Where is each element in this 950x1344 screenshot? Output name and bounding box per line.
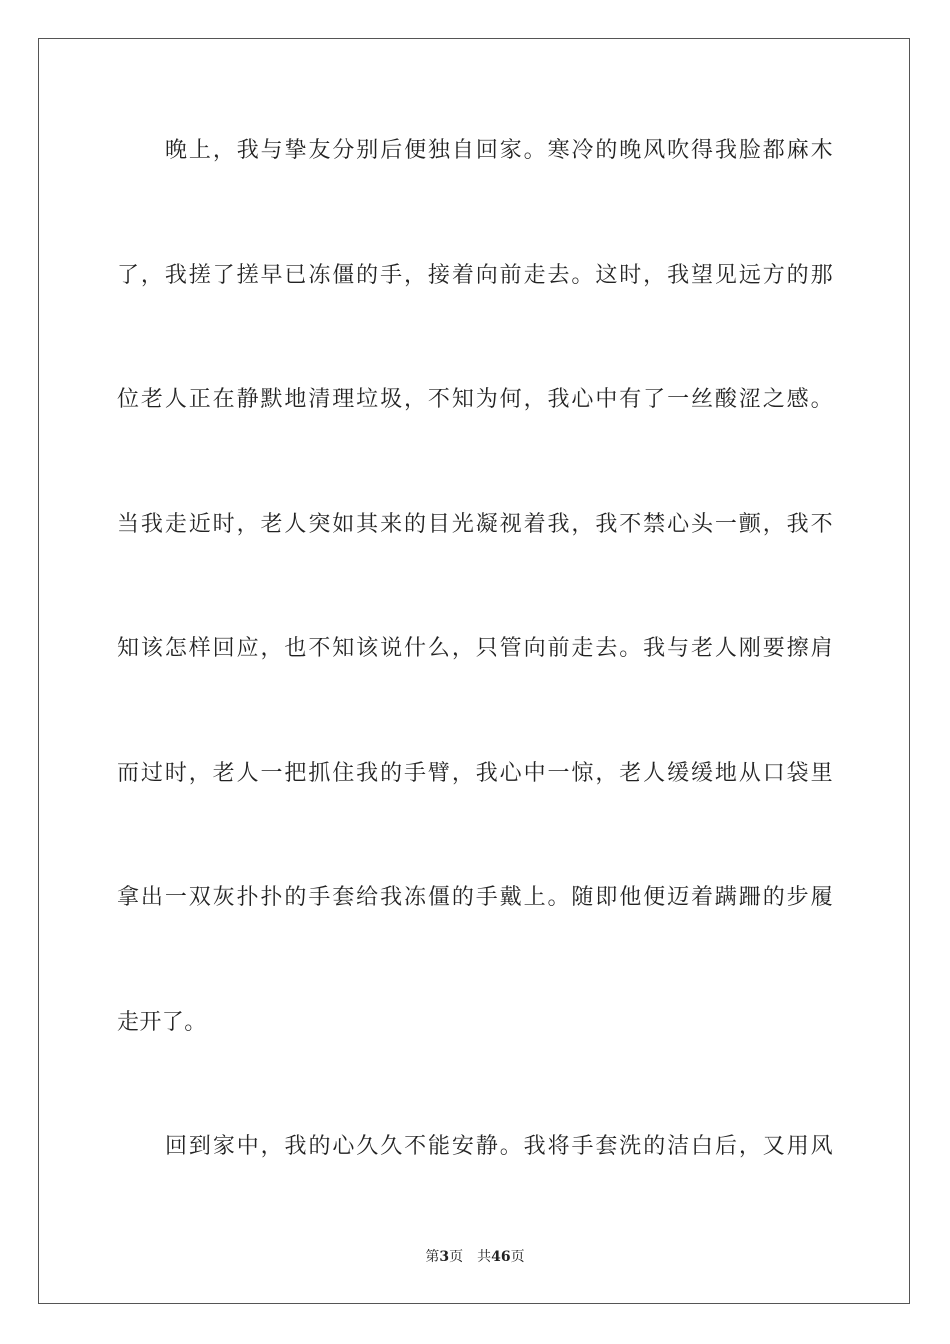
page-prefix: 第 [425,1249,440,1265]
paragraph-line: 走开了。 [117,1010,207,1035]
paragraph-line: 知该怎样回应，也不知该说什么，只管向前走去。我与老人刚要擦肩 [117,636,833,661]
total-pages: 46 [491,1249,511,1265]
page-suffix: 页 [449,1249,464,1265]
paragraph-line: 位老人正在静默地清理垃圾，不知为何，我心中有了一丝酸涩之感。 [117,387,833,412]
paragraph-line: 拿出一双灰扑扑的手套给我冻僵的手戴上。随即他便迈着蹒跚的步履 [117,885,833,910]
page-frame [38,38,910,1304]
page-footer [0,1248,950,1266]
paragraph-line: 了，我搓了搓早已冻僵的手，接着向前走去。这时，我望见远方的那 [117,263,833,288]
total-prefix: 共 [477,1249,492,1265]
paragraph-line: 晚上，我与挚友分别后便独自回家。寒冷的晚风吹得我脸都麻木 [165,138,833,163]
page-number: 3 [439,1249,450,1265]
paragraph-line: 当我走近时，老人突如其来的目光凝视着我，我不禁心头一颤，我不 [117,512,833,537]
total-suffix: 页 [510,1249,525,1265]
paragraph-line: 回到家中，我的心久久不能安静。我将手套洗的洁白后，又用风 [165,1134,833,1159]
paragraph-line: 而过时，老人一把抓住我的手臂，我心中一惊，老人缓缓地从口袋里 [117,761,833,786]
